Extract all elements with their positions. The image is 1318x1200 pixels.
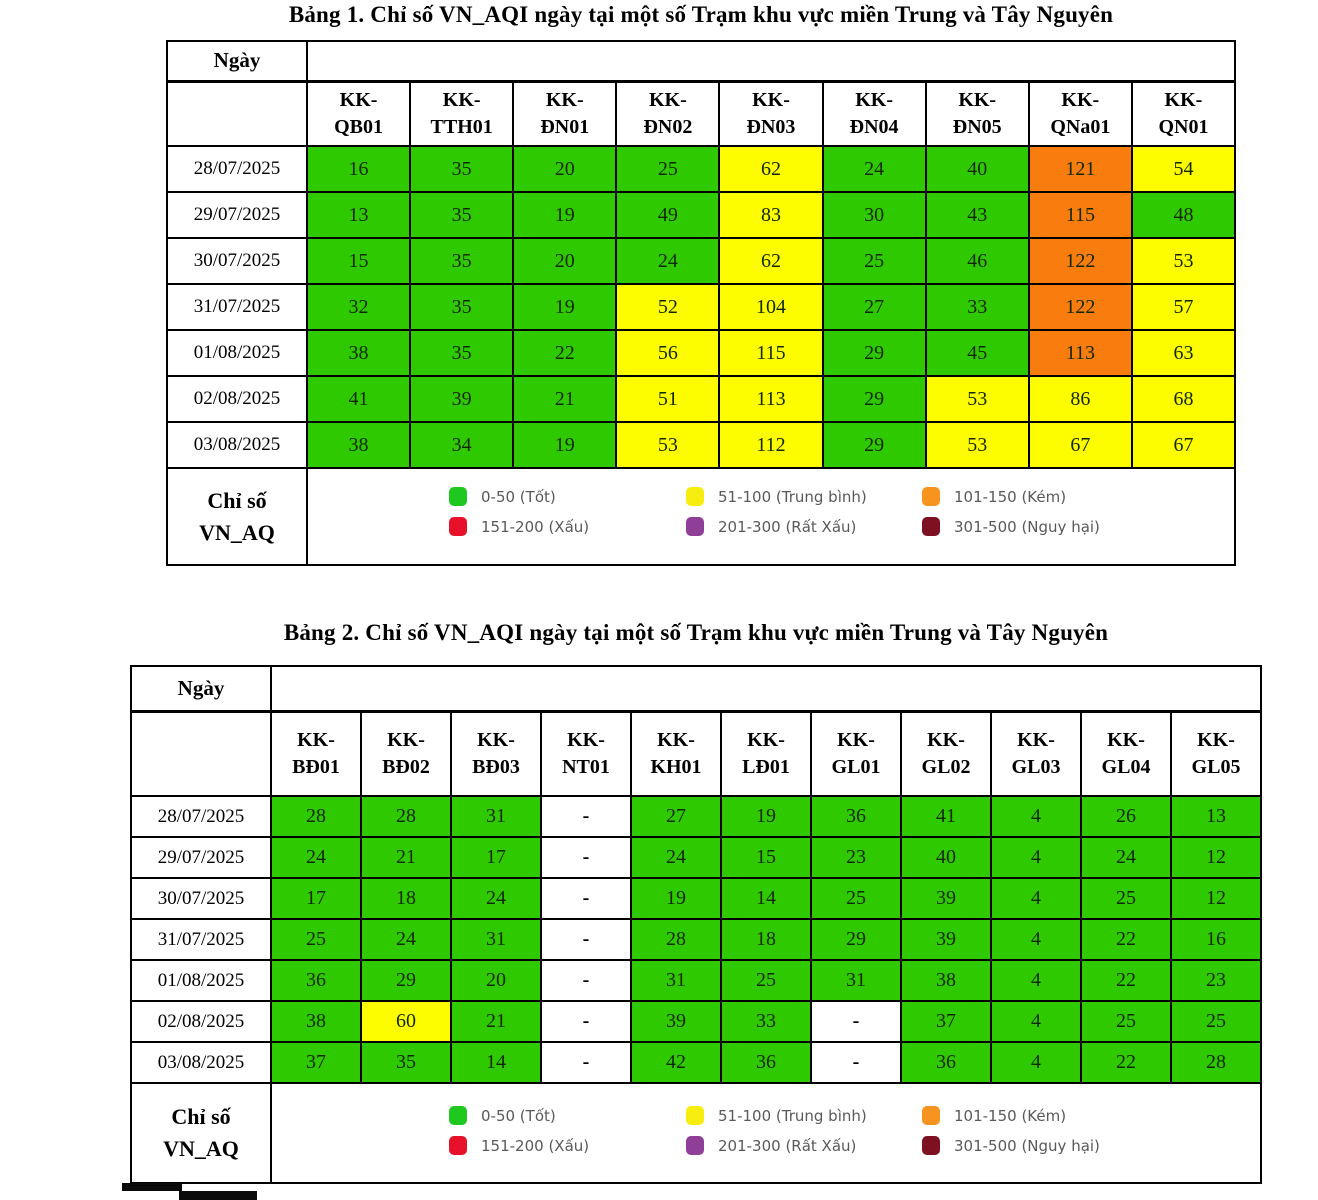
aqi-value-cell: 14 xyxy=(721,878,811,919)
red-swatch-icon xyxy=(449,517,467,536)
aqi-value-cell: 24 xyxy=(271,837,361,878)
aqi-value-cell: 62 xyxy=(719,238,822,284)
aqi-value-cell: 22 xyxy=(1081,919,1171,960)
aqi-value-cell: 67 xyxy=(1132,422,1235,468)
date-cell: 31/07/2025 xyxy=(167,284,307,330)
aqi-value-cell: 41 xyxy=(901,796,991,837)
table-row xyxy=(167,330,1235,376)
merged-empty-header-cell xyxy=(271,666,1261,711)
aqi-value-cell: 25 xyxy=(721,960,811,1001)
station-header-kk-qna01: KK- QNa01 xyxy=(1029,81,1132,146)
legend-item-label: 51-100 (Trung bình) xyxy=(718,1106,867,1125)
aqi-value-cell: 24 xyxy=(451,878,541,919)
aqi-value-cell: 35 xyxy=(410,284,513,330)
aqi-value-cell: 39 xyxy=(410,376,513,422)
aqi-value-cell: 21 xyxy=(361,837,451,878)
aqi-value-cell: 25 xyxy=(1171,1001,1261,1042)
aqi-value-cell: 25 xyxy=(1081,1001,1171,1042)
table-row xyxy=(167,192,1235,238)
maroon-swatch-icon xyxy=(922,517,940,536)
station-header-kk-gl05: KK- GL05 xyxy=(1171,711,1261,796)
aqi-value-cell: 104 xyxy=(719,284,822,330)
table-row xyxy=(167,238,1235,284)
date-cell: 02/08/2025 xyxy=(131,1001,271,1042)
aqi-value-cell: 36 xyxy=(721,1042,811,1083)
date-cell: 29/07/2025 xyxy=(167,192,307,238)
aqi-value-cell: 37 xyxy=(271,1042,361,1083)
aqi-value-cell: 17 xyxy=(451,837,541,878)
purple-swatch-icon xyxy=(686,1136,704,1155)
red-swatch-icon xyxy=(449,1136,467,1155)
date-header-cell: Ngày xyxy=(131,666,271,711)
station-header-kk-bđ03: KK- BĐ03 xyxy=(451,711,541,796)
purple-swatch-icon xyxy=(686,517,704,536)
station-header-row xyxy=(131,711,1261,796)
aqi-value-cell: 62 xyxy=(719,146,822,192)
aqi-value-cell: 53 xyxy=(616,422,719,468)
station-header-kk-đn05: KK- ĐN05 xyxy=(926,81,1029,146)
aqi-value-cell: 22 xyxy=(1081,1042,1171,1083)
scan-artifact xyxy=(179,1191,257,1200)
date-cell: 03/08/2025 xyxy=(131,1042,271,1083)
aqi-value-cell: 35 xyxy=(361,1042,451,1083)
aqi-value-cell: 36 xyxy=(271,960,361,1001)
aqi-value-cell: 31 xyxy=(451,796,541,837)
aqi-value-cell: 35 xyxy=(410,146,513,192)
aqi-value-cell: 4 xyxy=(991,796,1081,837)
aqi-value-cell: 22 xyxy=(513,330,616,376)
aqi-value-cell: 39 xyxy=(901,919,991,960)
aqi-value-cell: - xyxy=(541,960,631,1001)
aqi-value-cell: 45 xyxy=(926,330,1029,376)
aqi-value-cell: 57 xyxy=(1132,284,1235,330)
station-header-kk-qb01: KK- QB01 xyxy=(307,81,410,146)
maroon-swatch-icon xyxy=(922,1136,940,1155)
aqi-value-cell: 25 xyxy=(823,238,926,284)
date-cell: 03/08/2025 xyxy=(167,422,307,468)
aqi-value-cell: 14 xyxy=(451,1042,541,1083)
aqi-value-cell: 40 xyxy=(926,146,1029,192)
legend-item xyxy=(449,487,589,506)
aqi-value-cell: 33 xyxy=(721,1001,811,1042)
station-header-kk-qn01: KK- QN01 xyxy=(1132,81,1235,146)
station-header-kk-gl03: KK- GL03 xyxy=(991,711,1081,796)
aqi-value-cell: 19 xyxy=(513,422,616,468)
aqi-value-cell: 13 xyxy=(307,192,410,238)
legend-item-label: 0-50 (Tốt) xyxy=(481,1106,556,1125)
date-cell: 01/08/2025 xyxy=(131,960,271,1001)
legend-item xyxy=(449,1106,589,1125)
station-header-kk-bđ01: KK- BĐ01 xyxy=(271,711,361,796)
table-row xyxy=(131,919,1261,960)
aqi-value-cell: - xyxy=(541,1001,631,1042)
aqi-value-cell: 19 xyxy=(631,878,721,919)
table-row xyxy=(131,1042,1261,1083)
aqi-value-cell: 16 xyxy=(1171,919,1261,960)
aqi-value-cell: 36 xyxy=(901,1042,991,1083)
aqi-value-cell: 31 xyxy=(631,960,721,1001)
aqi-value-cell: 83 xyxy=(719,192,822,238)
date-header-cell: Ngày xyxy=(167,41,307,81)
aqi-value-cell: 113 xyxy=(1029,330,1132,376)
aqi-value-cell: 19 xyxy=(721,796,811,837)
aqi-value-cell: 28 xyxy=(271,796,361,837)
orange-swatch-icon xyxy=(922,1106,940,1125)
legend-item-label: 151-200 (Xấu) xyxy=(481,1136,590,1155)
aqi-value-cell: 17 xyxy=(271,878,361,919)
aqi-value-cell: 31 xyxy=(451,919,541,960)
aqi-value-cell: 16 xyxy=(307,146,410,192)
aqi-value-cell: 49 xyxy=(616,192,719,238)
aqi-value-cell: 63 xyxy=(1132,330,1235,376)
aqi-value-cell: 20 xyxy=(513,238,616,284)
aqi-value-cell: 60 xyxy=(361,1001,451,1042)
legend-item-label: 201-300 (Rất Xấu) xyxy=(718,1136,857,1155)
legend-label: Chỉ số VN_AQ xyxy=(131,1083,271,1183)
aqi-value-cell: 25 xyxy=(811,878,901,919)
merged-empty-header-cell xyxy=(307,41,1235,81)
aqi-value-cell: 12 xyxy=(1171,837,1261,878)
aqi-value-cell: 34 xyxy=(410,422,513,468)
aqi-value-cell: 122 xyxy=(1029,284,1132,330)
aqi-value-cell: 115 xyxy=(1029,192,1132,238)
aqi-table-2 xyxy=(130,665,1262,1184)
aqi-value-cell: 29 xyxy=(823,376,926,422)
legend-row xyxy=(131,1083,1261,1183)
aqi-value-cell: 24 xyxy=(616,238,719,284)
date-cell: 30/07/2025 xyxy=(167,238,307,284)
station-header-kk-gl04: KK- GL04 xyxy=(1081,711,1171,796)
yellow-swatch-icon xyxy=(686,1106,704,1125)
aqi-table-1 xyxy=(166,40,1236,566)
aqi-value-cell: 39 xyxy=(631,1001,721,1042)
aqi-value-cell: 29 xyxy=(361,960,451,1001)
aqi-value-cell: 43 xyxy=(926,192,1029,238)
legend-item-label: 201-300 (Rất Xấu) xyxy=(718,517,857,536)
aqi-value-cell: 21 xyxy=(513,376,616,422)
aqi-value-cell: - xyxy=(811,1001,901,1042)
aqi-value-cell: 29 xyxy=(823,422,926,468)
aqi-value-cell: 24 xyxy=(823,146,926,192)
legend-column xyxy=(922,1106,1100,1155)
station-header-kk-đn01: KK- ĐN01 xyxy=(513,81,616,146)
aqi-value-cell: 13 xyxy=(1171,796,1261,837)
legend-item-label: 301-500 (Nguy hại) xyxy=(954,1136,1100,1155)
legend-items-cell xyxy=(271,1083,1261,1183)
legend-item xyxy=(686,1136,867,1155)
aqi-value-cell: 67 xyxy=(1029,422,1132,468)
aqi-value-cell: 36 xyxy=(811,796,901,837)
legend-item xyxy=(449,1136,589,1155)
aqi-value-cell: 30 xyxy=(823,192,926,238)
aqi-value-cell: 25 xyxy=(616,146,719,192)
legend-item-label: 51-100 (Trung bình) xyxy=(718,487,867,506)
table-row xyxy=(167,376,1235,422)
aqi-value-cell: 54 xyxy=(1132,146,1235,192)
empty-corner-cell xyxy=(131,711,271,796)
station-header-kk-đn04: KK- ĐN04 xyxy=(823,81,926,146)
green-swatch-icon xyxy=(449,487,467,506)
aqi-value-cell: 32 xyxy=(307,284,410,330)
legend-item xyxy=(922,1136,1100,1155)
aqi-value-cell: 15 xyxy=(721,837,811,878)
aqi-value-cell: 20 xyxy=(451,960,541,1001)
date-cell: 28/07/2025 xyxy=(167,146,307,192)
legend-column xyxy=(686,1106,867,1155)
station-header-kk-gl02: KK- GL02 xyxy=(901,711,991,796)
legend-column xyxy=(449,1106,589,1155)
date-cell: 31/07/2025 xyxy=(131,919,271,960)
aqi-value-cell: 42 xyxy=(631,1042,721,1083)
legend-item-label: 101-150 (Kém) xyxy=(954,1106,1067,1125)
station-header-kk-bđ02: KK- BĐ02 xyxy=(361,711,451,796)
aqi-value-cell: 33 xyxy=(926,284,1029,330)
aqi-value-cell: 20 xyxy=(513,146,616,192)
legend-row xyxy=(167,468,1235,565)
aqi-value-cell: 27 xyxy=(823,284,926,330)
date-header-row xyxy=(167,41,1235,81)
legend-item-label: 101-150 (Kém) xyxy=(954,487,1067,506)
table-row xyxy=(131,837,1261,878)
legend-item xyxy=(922,487,1100,506)
aqi-value-cell: 4 xyxy=(991,837,1081,878)
table-row xyxy=(167,422,1235,468)
aqi-value-cell: 122 xyxy=(1029,238,1132,284)
aqi-value-cell: - xyxy=(541,796,631,837)
aqi-value-cell: 37 xyxy=(901,1001,991,1042)
aqi-value-cell: 28 xyxy=(1171,1042,1261,1083)
aqi-value-cell: - xyxy=(541,837,631,878)
aqi-value-cell: 18 xyxy=(361,878,451,919)
aqi-value-cell: 15 xyxy=(307,238,410,284)
legend-item xyxy=(922,517,1100,536)
aqi-value-cell: 4 xyxy=(991,919,1081,960)
legend-item-label: 151-200 (Xấu) xyxy=(481,517,590,536)
legend-column xyxy=(922,487,1100,536)
legend-item xyxy=(686,487,867,506)
aqi-value-cell: 39 xyxy=(901,878,991,919)
empty-corner-cell xyxy=(167,81,307,146)
aqi-value-cell: - xyxy=(541,1042,631,1083)
aqi-value-cell: - xyxy=(541,878,631,919)
aqi-value-cell: - xyxy=(811,1042,901,1083)
yellow-swatch-icon xyxy=(686,487,704,506)
aqi-value-cell: 24 xyxy=(1081,837,1171,878)
aqi-value-cell: 53 xyxy=(1132,238,1235,284)
aqi-value-cell: 26 xyxy=(1081,796,1171,837)
aqi-value-cell: 121 xyxy=(1029,146,1132,192)
aqi-value-cell: 24 xyxy=(361,919,451,960)
aqi-value-cell: 4 xyxy=(991,960,1081,1001)
aqi-value-cell: 4 xyxy=(991,1042,1081,1083)
station-header-kk-kh01: KK- KH01 xyxy=(631,711,721,796)
aqi-value-cell: 112 xyxy=(719,422,822,468)
aqi-value-cell: 38 xyxy=(901,960,991,1001)
table-row xyxy=(131,960,1261,1001)
aqi-value-cell: 51 xyxy=(616,376,719,422)
aqi-value-cell: 35 xyxy=(410,330,513,376)
aqi-value-cell: 86 xyxy=(1029,376,1132,422)
aqi-value-cell: 48 xyxy=(1132,192,1235,238)
station-header-kk-nt01: KK- NT01 xyxy=(541,711,631,796)
table-row xyxy=(167,284,1235,330)
aqi-value-cell: 27 xyxy=(631,796,721,837)
aqi-value-cell: 4 xyxy=(991,878,1081,919)
aqi-value-cell: - xyxy=(541,919,631,960)
station-header-kk-đn02: KK- ĐN02 xyxy=(616,81,719,146)
aqi-value-cell: 23 xyxy=(1171,960,1261,1001)
legend-items-cell xyxy=(307,468,1235,565)
date-cell: 29/07/2025 xyxy=(131,837,271,878)
aqi-value-cell: 53 xyxy=(926,376,1029,422)
date-header-row xyxy=(131,666,1261,711)
aqi-value-cell: 22 xyxy=(1081,960,1171,1001)
aqi-value-cell: 52 xyxy=(616,284,719,330)
aqi-value-cell: 38 xyxy=(271,1001,361,1042)
aqi-value-cell: 19 xyxy=(513,284,616,330)
aqi-value-cell: 29 xyxy=(823,330,926,376)
station-header-kk-lđ01: KK- LĐ01 xyxy=(721,711,811,796)
legend-column xyxy=(449,487,589,536)
legend-item-label: 301-500 (Nguy hại) xyxy=(954,517,1100,536)
aqi-value-cell: 40 xyxy=(901,837,991,878)
aqi-value-cell: 25 xyxy=(271,919,361,960)
legend-column xyxy=(686,487,867,536)
table-row xyxy=(131,796,1261,837)
aqi-value-cell: 38 xyxy=(307,422,410,468)
legend-item-label: 0-50 (Tốt) xyxy=(481,487,556,506)
aqi-value-cell: 28 xyxy=(361,796,451,837)
table2-title: Bảng 2. Chỉ số VN_AQI ngày tại một số Trạm khu vực miền Trung và Tây Nguyên xyxy=(283,620,1109,645)
scan-artifact xyxy=(122,1183,182,1191)
aqi-value-cell: 25 xyxy=(1081,878,1171,919)
station-header-kk-tth01: KK- TTH01 xyxy=(410,81,513,146)
date-cell: 01/08/2025 xyxy=(167,330,307,376)
station-header-kk-gl01: KK- GL01 xyxy=(811,711,901,796)
date-cell: 28/07/2025 xyxy=(131,796,271,837)
aqi-value-cell: 115 xyxy=(719,330,822,376)
legend-item xyxy=(686,1106,867,1125)
aqi-value-cell: 38 xyxy=(307,330,410,376)
aqi-value-cell: 56 xyxy=(616,330,719,376)
station-header-row xyxy=(167,81,1235,146)
aqi-value-cell: 53 xyxy=(926,422,1029,468)
date-cell: 02/08/2025 xyxy=(167,376,307,422)
station-header-kk-đn03: KK- ĐN03 xyxy=(719,81,822,146)
legend-label: Chỉ số VN_AQ xyxy=(167,468,307,565)
aqi-value-cell: 68 xyxy=(1132,376,1235,422)
table-row xyxy=(167,146,1235,192)
aqi-value-cell: 12 xyxy=(1171,878,1261,919)
legend-item xyxy=(686,517,867,536)
legend-item xyxy=(922,1106,1100,1125)
aqi-value-cell: 23 xyxy=(811,837,901,878)
aqi-value-cell: 46 xyxy=(926,238,1029,284)
aqi-value-cell: 113 xyxy=(719,376,822,422)
green-swatch-icon xyxy=(449,1106,467,1125)
orange-swatch-icon xyxy=(922,487,940,506)
aqi-value-cell: 4 xyxy=(991,1001,1081,1042)
aqi-value-cell: 35 xyxy=(410,192,513,238)
table1-title: Bảng 1. Chỉ số VN_AQI ngày tại một số Trạm khu vực miền Trung và Tây Nguyên xyxy=(288,2,1114,27)
aqi-value-cell: 19 xyxy=(513,192,616,238)
date-cell: 30/07/2025 xyxy=(131,878,271,919)
aqi-value-cell: 31 xyxy=(811,960,901,1001)
table-row xyxy=(131,1001,1261,1042)
aqi-value-cell: 28 xyxy=(631,919,721,960)
aqi-value-cell: 18 xyxy=(721,919,811,960)
legend-item xyxy=(449,517,589,536)
aqi-value-cell: 35 xyxy=(410,238,513,284)
aqi-value-cell: 29 xyxy=(811,919,901,960)
table-row xyxy=(131,878,1261,919)
aqi-value-cell: 41 xyxy=(307,376,410,422)
aqi-value-cell: 21 xyxy=(451,1001,541,1042)
aqi-value-cell: 24 xyxy=(631,837,721,878)
